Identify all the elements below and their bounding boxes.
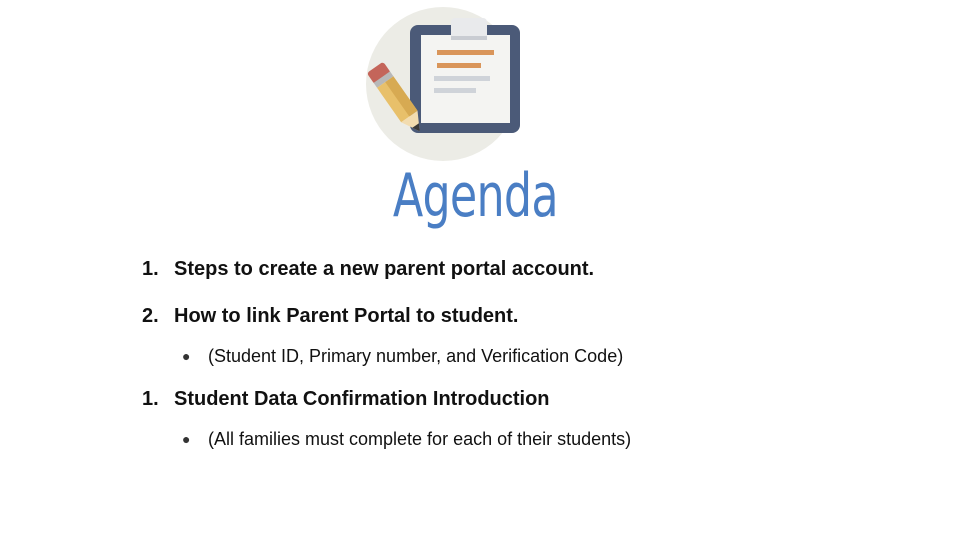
agenda-item-number: 1. <box>142 258 159 280</box>
agenda-item-number: 2. <box>142 305 159 327</box>
agenda-item-text: Student Data Confirmation Introduction <box>174 388 550 410</box>
bullet-icon: ● <box>182 431 191 447</box>
clipboard-pencil-icon <box>355 6 535 166</box>
agenda-subitem-text: (Student ID, Primary number, and Verification Code) <box>208 346 624 366</box>
agenda-item-text: Steps to create a new parent portal account. <box>174 258 595 280</box>
agenda-item-number: 1. <box>142 388 159 410</box>
slide-title: Agenda <box>392 161 558 231</box>
agenda-subitem-text: (All families must complete for each of their students) <box>208 429 632 449</box>
bullet-icon: ● <box>182 348 191 364</box>
agenda-item-text: How to link Parent Portal to student. <box>174 305 519 327</box>
